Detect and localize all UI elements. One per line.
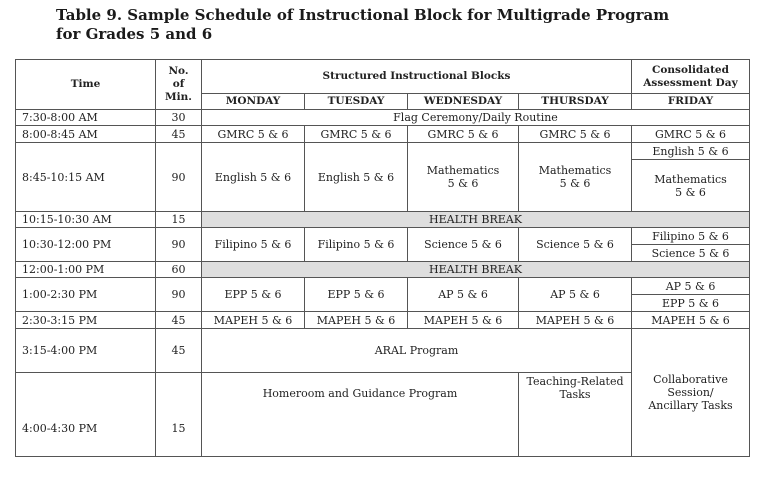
header-structured-blocks: Structured Instructional Blocks	[202, 60, 632, 94]
friday-cell-bottom: EPP 5 & 6	[632, 295, 750, 312]
header-consolidated	[632, 60, 750, 94]
thursday-cell: MAPEH 5 & 6	[519, 312, 632, 329]
collaborative-line-3: Ancillary Tasks	[648, 399, 733, 412]
minutes-cell: 90	[156, 143, 202, 212]
minutes-cell: 60	[156, 262, 202, 278]
time-cell: 1:00-2:30 PM	[16, 278, 156, 312]
collaborative-line-1: Collaborative	[653, 373, 728, 386]
thursday-cell-line-2: 5 & 6	[559, 177, 591, 190]
header-minutes-line-1: No.	[168, 65, 189, 77]
caption-line-1: Table 9. Sample Schedule of Instructional Block for Multigrade Program	[56, 6, 670, 24]
health-break-cell: HEALTH BREAK	[202, 262, 750, 278]
header-time: Time	[16, 60, 156, 110]
thursday-cell: Science 5 & 6	[519, 228, 632, 262]
header-row-1	[16, 60, 750, 94]
friday-cell-line-1: Mathematics	[654, 172, 727, 186]
wednesday-cell	[408, 143, 519, 212]
wednesday-cell: MAPEH 5 & 6	[408, 312, 519, 329]
time-cell: 3:15-4:00 PM	[16, 329, 156, 373]
friday-cell-bottom	[632, 160, 750, 212]
teaching-related-line-1: Teaching-Related	[526, 375, 624, 388]
header-friday: FRIDAY	[632, 94, 750, 110]
table-row	[16, 143, 750, 160]
schedule-table	[15, 59, 750, 457]
time-cell: 8:45-10:15 AM	[16, 143, 156, 212]
time-cell: 7:30-8:00 AM	[16, 110, 156, 126]
header-monday: MONDAY	[202, 94, 305, 110]
tuesday-cell: MAPEH 5 & 6	[305, 312, 408, 329]
header-minutes-line-3: Min.	[165, 91, 192, 103]
thursday-cell-line-1: Mathematics	[538, 164, 612, 177]
time-cell: 10:30-12:00 PM	[16, 228, 156, 262]
table-row	[16, 212, 750, 228]
friday-cell-top: English 5 & 6	[632, 143, 750, 160]
time-cell: 2:30-3:15 PM	[16, 312, 156, 329]
table-row	[16, 278, 750, 295]
minutes-cell: 30	[156, 110, 202, 126]
minutes-cell: 90	[156, 228, 202, 262]
monday-cell: EPP 5 & 6	[202, 278, 305, 312]
minutes-cell: 15	[156, 212, 202, 228]
monday-cell: GMRC 5 & 6	[202, 126, 305, 143]
wednesday-cell: Science 5 & 6	[408, 228, 519, 262]
time-cell: 12:00-1:00 PM	[16, 262, 156, 278]
monday-cell: MAPEH 5 & 6	[202, 312, 305, 329]
tuesday-cell: EPP 5 & 6	[305, 278, 408, 312]
tuesday-cell: English 5 & 6	[305, 143, 408, 212]
minutes-cell: 90	[156, 278, 202, 312]
wednesday-cell-line-1: Mathematics	[426, 164, 500, 177]
wednesday-cell: GMRC 5 & 6	[408, 126, 519, 143]
minutes-cell: 45	[156, 126, 202, 143]
friday-cell: GMRC 5 & 6	[632, 126, 750, 143]
minutes-cell: 45	[156, 312, 202, 329]
monday-cell: English 5 & 6	[202, 143, 305, 212]
header-consolidated-line-1: Consolidated	[652, 63, 729, 76]
table-row	[16, 228, 750, 245]
table-row	[16, 110, 750, 126]
table-row	[16, 126, 750, 143]
tuesday-cell: Filipino 5 & 6	[305, 228, 408, 262]
time-cell: 10:15-10:30 AM	[16, 212, 156, 228]
teaching-related-tasks-cell	[519, 373, 632, 457]
header-wednesday: WEDNESDAY	[408, 94, 519, 110]
wednesday-cell: AP 5 & 6	[408, 278, 519, 312]
tuesday-cell: GMRC 5 & 6	[305, 126, 408, 143]
time-cell: 8:00-8:45 AM	[16, 126, 156, 143]
table-row	[16, 329, 750, 373]
thursday-cell	[519, 143, 632, 212]
time-cell: 4:00-4:30 PM	[16, 373, 156, 457]
caption-line-2: for Grades 5 and 6	[56, 25, 213, 43]
thursday-cell: AP 5 & 6	[519, 278, 632, 312]
header-thursday: THURSDAY	[519, 94, 632, 110]
friday-cell-bottom: Science 5 & 6	[632, 245, 750, 262]
friday-cell-line-2: 5 & 6	[675, 185, 706, 199]
homeroom-guidance-cell: Homeroom and Guidance Program	[202, 373, 519, 457]
aral-program-cell: ARAL Program	[202, 329, 632, 373]
thursday-cell: GMRC 5 & 6	[519, 126, 632, 143]
minutes-cell: 15	[156, 373, 202, 457]
table-row	[16, 312, 750, 329]
monday-cell: Filipino 5 & 6	[202, 228, 305, 262]
health-break-cell: HEALTH BREAK	[202, 212, 750, 228]
header-tuesday: TUESDAY	[305, 94, 408, 110]
minutes-cell: 45	[156, 329, 202, 373]
collaborative-line-2: Session/	[667, 386, 714, 399]
header-consolidated-line-2: Assessment Day	[643, 76, 738, 89]
friday-cell-top: AP 5 & 6	[632, 278, 750, 295]
friday-cell: MAPEH 5 & 6	[632, 312, 750, 329]
header-minutes	[156, 60, 202, 110]
wednesday-cell-line-2: 5 & 6	[447, 177, 479, 190]
flag-ceremony-cell: Flag Ceremony/Daily Routine	[202, 110, 750, 126]
header-minutes-line-2: of	[172, 78, 185, 90]
table-caption	[56, 6, 669, 44]
table-row	[16, 262, 750, 278]
friday-cell-top: Filipino 5 & 6	[632, 228, 750, 245]
collaborative-session-cell	[632, 329, 750, 457]
teaching-related-line-2: Tasks	[559, 388, 591, 401]
